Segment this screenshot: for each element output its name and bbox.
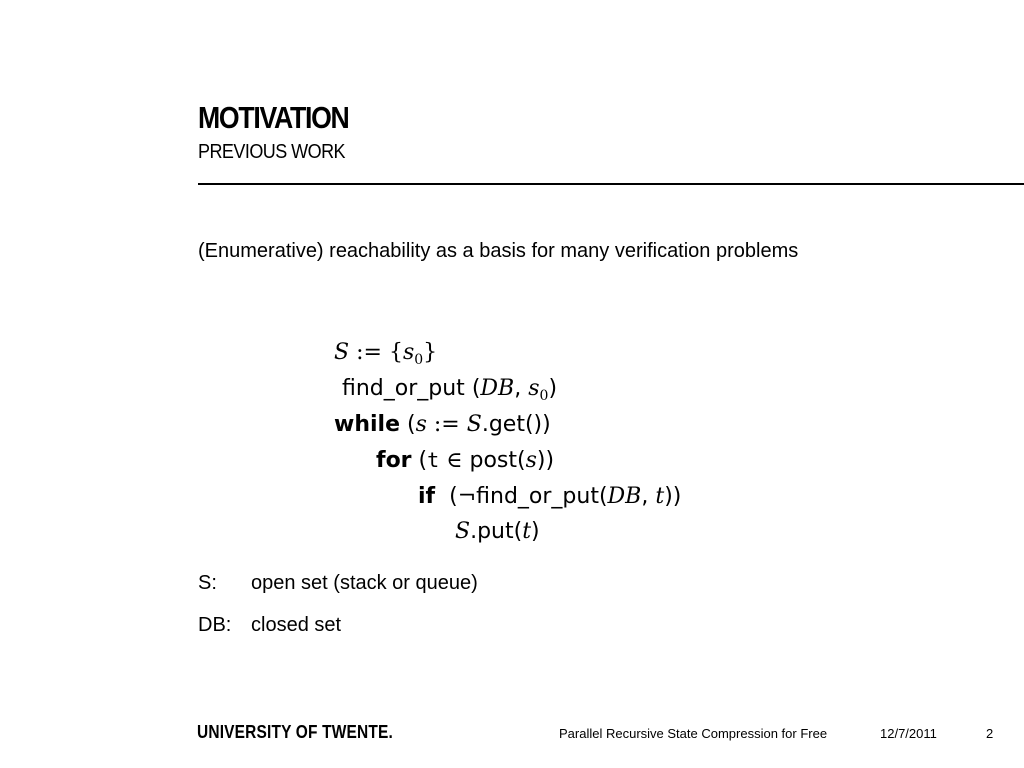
algo-assign: := [433,412,460,437]
algo-assign: := [356,340,382,365]
algo-paren: ( [407,412,416,437]
algo-s: s [402,340,415,365]
algo-paren: )) [664,484,682,509]
algo-S: S [455,519,471,544]
algo-sub: 0 [539,388,549,404]
footer-date: 12/7/2011 [880,726,937,741]
definition-desc: open set (stack or queue) [251,572,478,594]
algo-line-1 [334,340,438,368]
algo-paren: ) [548,376,558,401]
algo-t: t [427,448,440,472]
intro-text: (Enumerative) reachability as a basis for many verification problems [198,240,799,262]
algo-paren: ( [449,484,458,509]
algo-rbrace: } [423,340,438,365]
footer-talk-title: Parallel Recursive State Compression for Free [559,726,828,741]
university-logo: UNIVERSITY OF TWENTE. [197,722,393,742]
algo-DB: DB [480,376,515,401]
algo-s: s [525,448,537,473]
algo-paren: ) [542,412,551,437]
algo-sub: 0 [414,352,424,368]
algo-line-3 [334,412,551,437]
algo-keyword-if: if [418,484,436,509]
algo-not: ¬ [457,484,477,509]
algo-comma: , [514,376,522,401]
algo-fn-find-or-put: find_or_put( [476,484,608,509]
algo-paren: ( [418,448,428,473]
algo-paren: )) [536,448,555,473]
algo-line-4 [376,448,554,473]
algo-lbrace: { [388,340,403,365]
algo-fn-find-or-put: find_or_put [342,376,465,401]
definition-term: DB: [198,614,232,636]
algo-t: t [522,519,532,544]
definition-desc: closed set [251,614,342,636]
algo-fn-post: post( [469,448,526,473]
slide-title: MOTIVATION [198,100,349,135]
algo-line-6 [455,519,540,544]
algo-t: t [655,484,665,509]
algo-S: S [466,412,482,437]
definition-term: S: [198,572,217,594]
slide-subtitle: PREVIOUS WORK [198,141,346,163]
algo-element-of: ∈ [446,448,463,473]
algo-line-2 [342,376,558,404]
algo-line-5 [418,484,681,509]
algo-method-get: .get() [481,412,543,437]
algo-DB: DB [607,484,642,509]
algo-S: S [334,340,350,365]
algo-paren: ( [471,376,481,401]
algo-method-put: .put( [470,519,523,544]
algo-paren: ) [531,519,540,544]
algo-comma: , [641,484,649,509]
algo-keyword-while: while [334,412,400,437]
footer-page-number: 2 [986,726,994,741]
algo-s: s [528,376,540,401]
algo-keyword-for: for [376,448,412,473]
algo-s: s [415,412,427,437]
